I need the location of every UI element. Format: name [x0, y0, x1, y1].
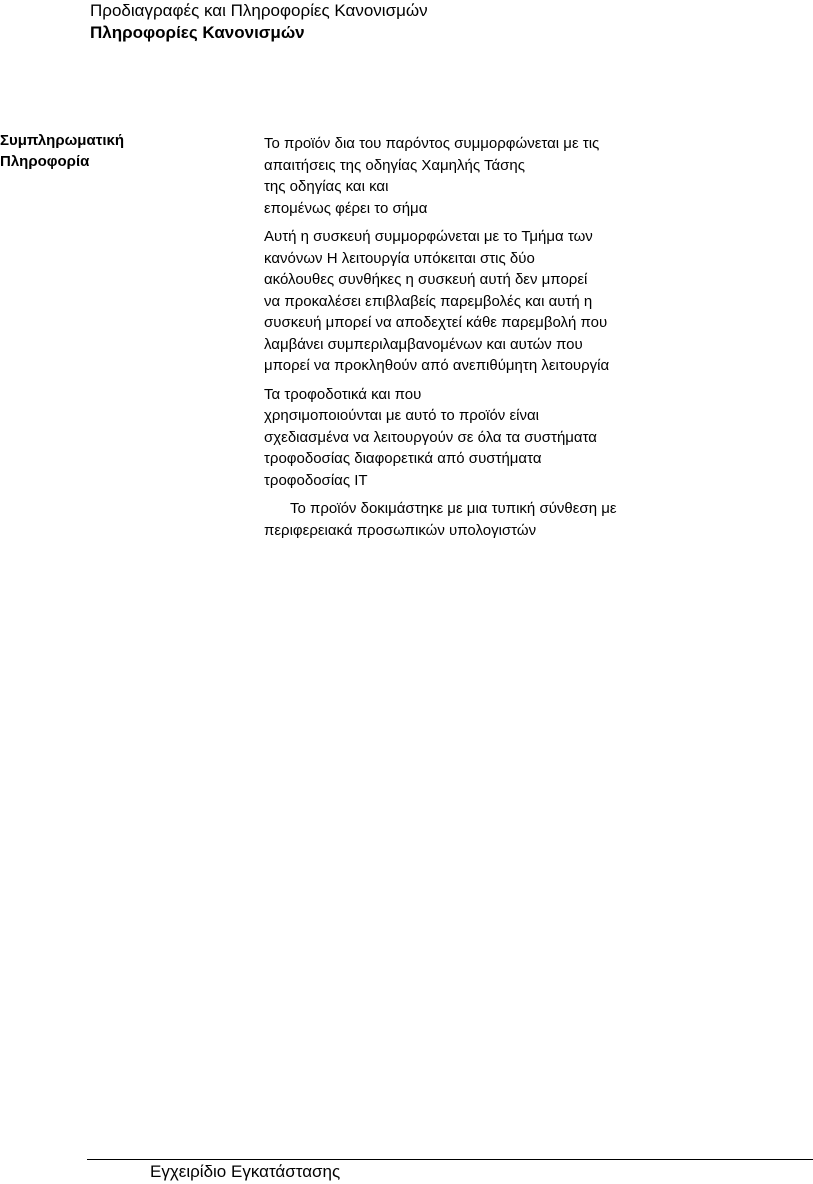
text-line: περιφερειακά προσωπικών υπολογιστών: [264, 521, 537, 539]
text-line: Το προϊόν δια του παρόντος συμμορφώνεται με τις: [264, 135, 600, 152]
paragraph-compliance: [264, 133, 704, 219]
text-line: Αυτή η συσκευή συμμορφώνεται με το Τμήμα των: [264, 228, 593, 245]
text-line: τροφοδοσίας IT: [264, 471, 368, 489]
side-heading-line-1: Συμπληρωματική: [0, 132, 125, 149]
chapter-title: Προδιαγραφές και Πληροφορίες Κανονισμών: [90, 1, 428, 20]
regulatory-content: [264, 133, 704, 548]
text-line: επομένως φέρει το σήμα: [264, 199, 428, 217]
paragraph-interference: [264, 226, 704, 377]
paragraph-power-supplies: [264, 384, 704, 492]
paragraph-testing: [264, 498, 704, 541]
page-header: [90, 0, 428, 45]
text-line: μπορεί να προκληθούν από ανεπιθύμητη λειτουργία: [264, 357, 610, 374]
text-line: Τα τροφοδοτικά και που: [264, 385, 422, 403]
text-line: συσκευή μπορεί να αποδεχτεί κάθε παρεμβολή που: [264, 314, 608, 331]
section-title: Πληροφορίες Κανονισμών: [90, 23, 305, 42]
text-line: λαμβάνει συμπεριλαμβανομένων και αυτών που: [264, 335, 583, 353]
text-line: απαιτήσεις της οδηγίας Χαμηλής Τάσης: [264, 156, 525, 174]
text-line: τροφοδοσίας διαφορετικά από συστήματα: [264, 450, 542, 467]
side-heading: [0, 130, 200, 172]
footer-title: Εγχειρίδιο Εγκατάστασης: [150, 1162, 341, 1181]
text-line: ακόλουθες συνθήκες η συσκευή αυτή δεν μπορεί: [264, 271, 588, 288]
text-line: Το προϊόν δοκιμάστηκε με μια τυπική σύνθεση με: [290, 500, 617, 517]
text-line: να προκαλέσει επιβλαβείς παρεμβολές και αυτή η: [264, 292, 593, 310]
text-line: κανόνων Η λειτουργία υπόκειται στις δύο: [264, 249, 535, 267]
side-heading-line-2: Πληροφορία: [0, 153, 90, 170]
text-line: της οδηγίας και και: [264, 178, 389, 195]
text-line: χρησιμοποιούνται με αυτό το προϊόν είναι: [264, 407, 539, 424]
footer-rule: [87, 1159, 813, 1160]
text-line: σχεδιασμένα να λειτουργούν σε όλα τα συστήματα: [264, 428, 597, 446]
